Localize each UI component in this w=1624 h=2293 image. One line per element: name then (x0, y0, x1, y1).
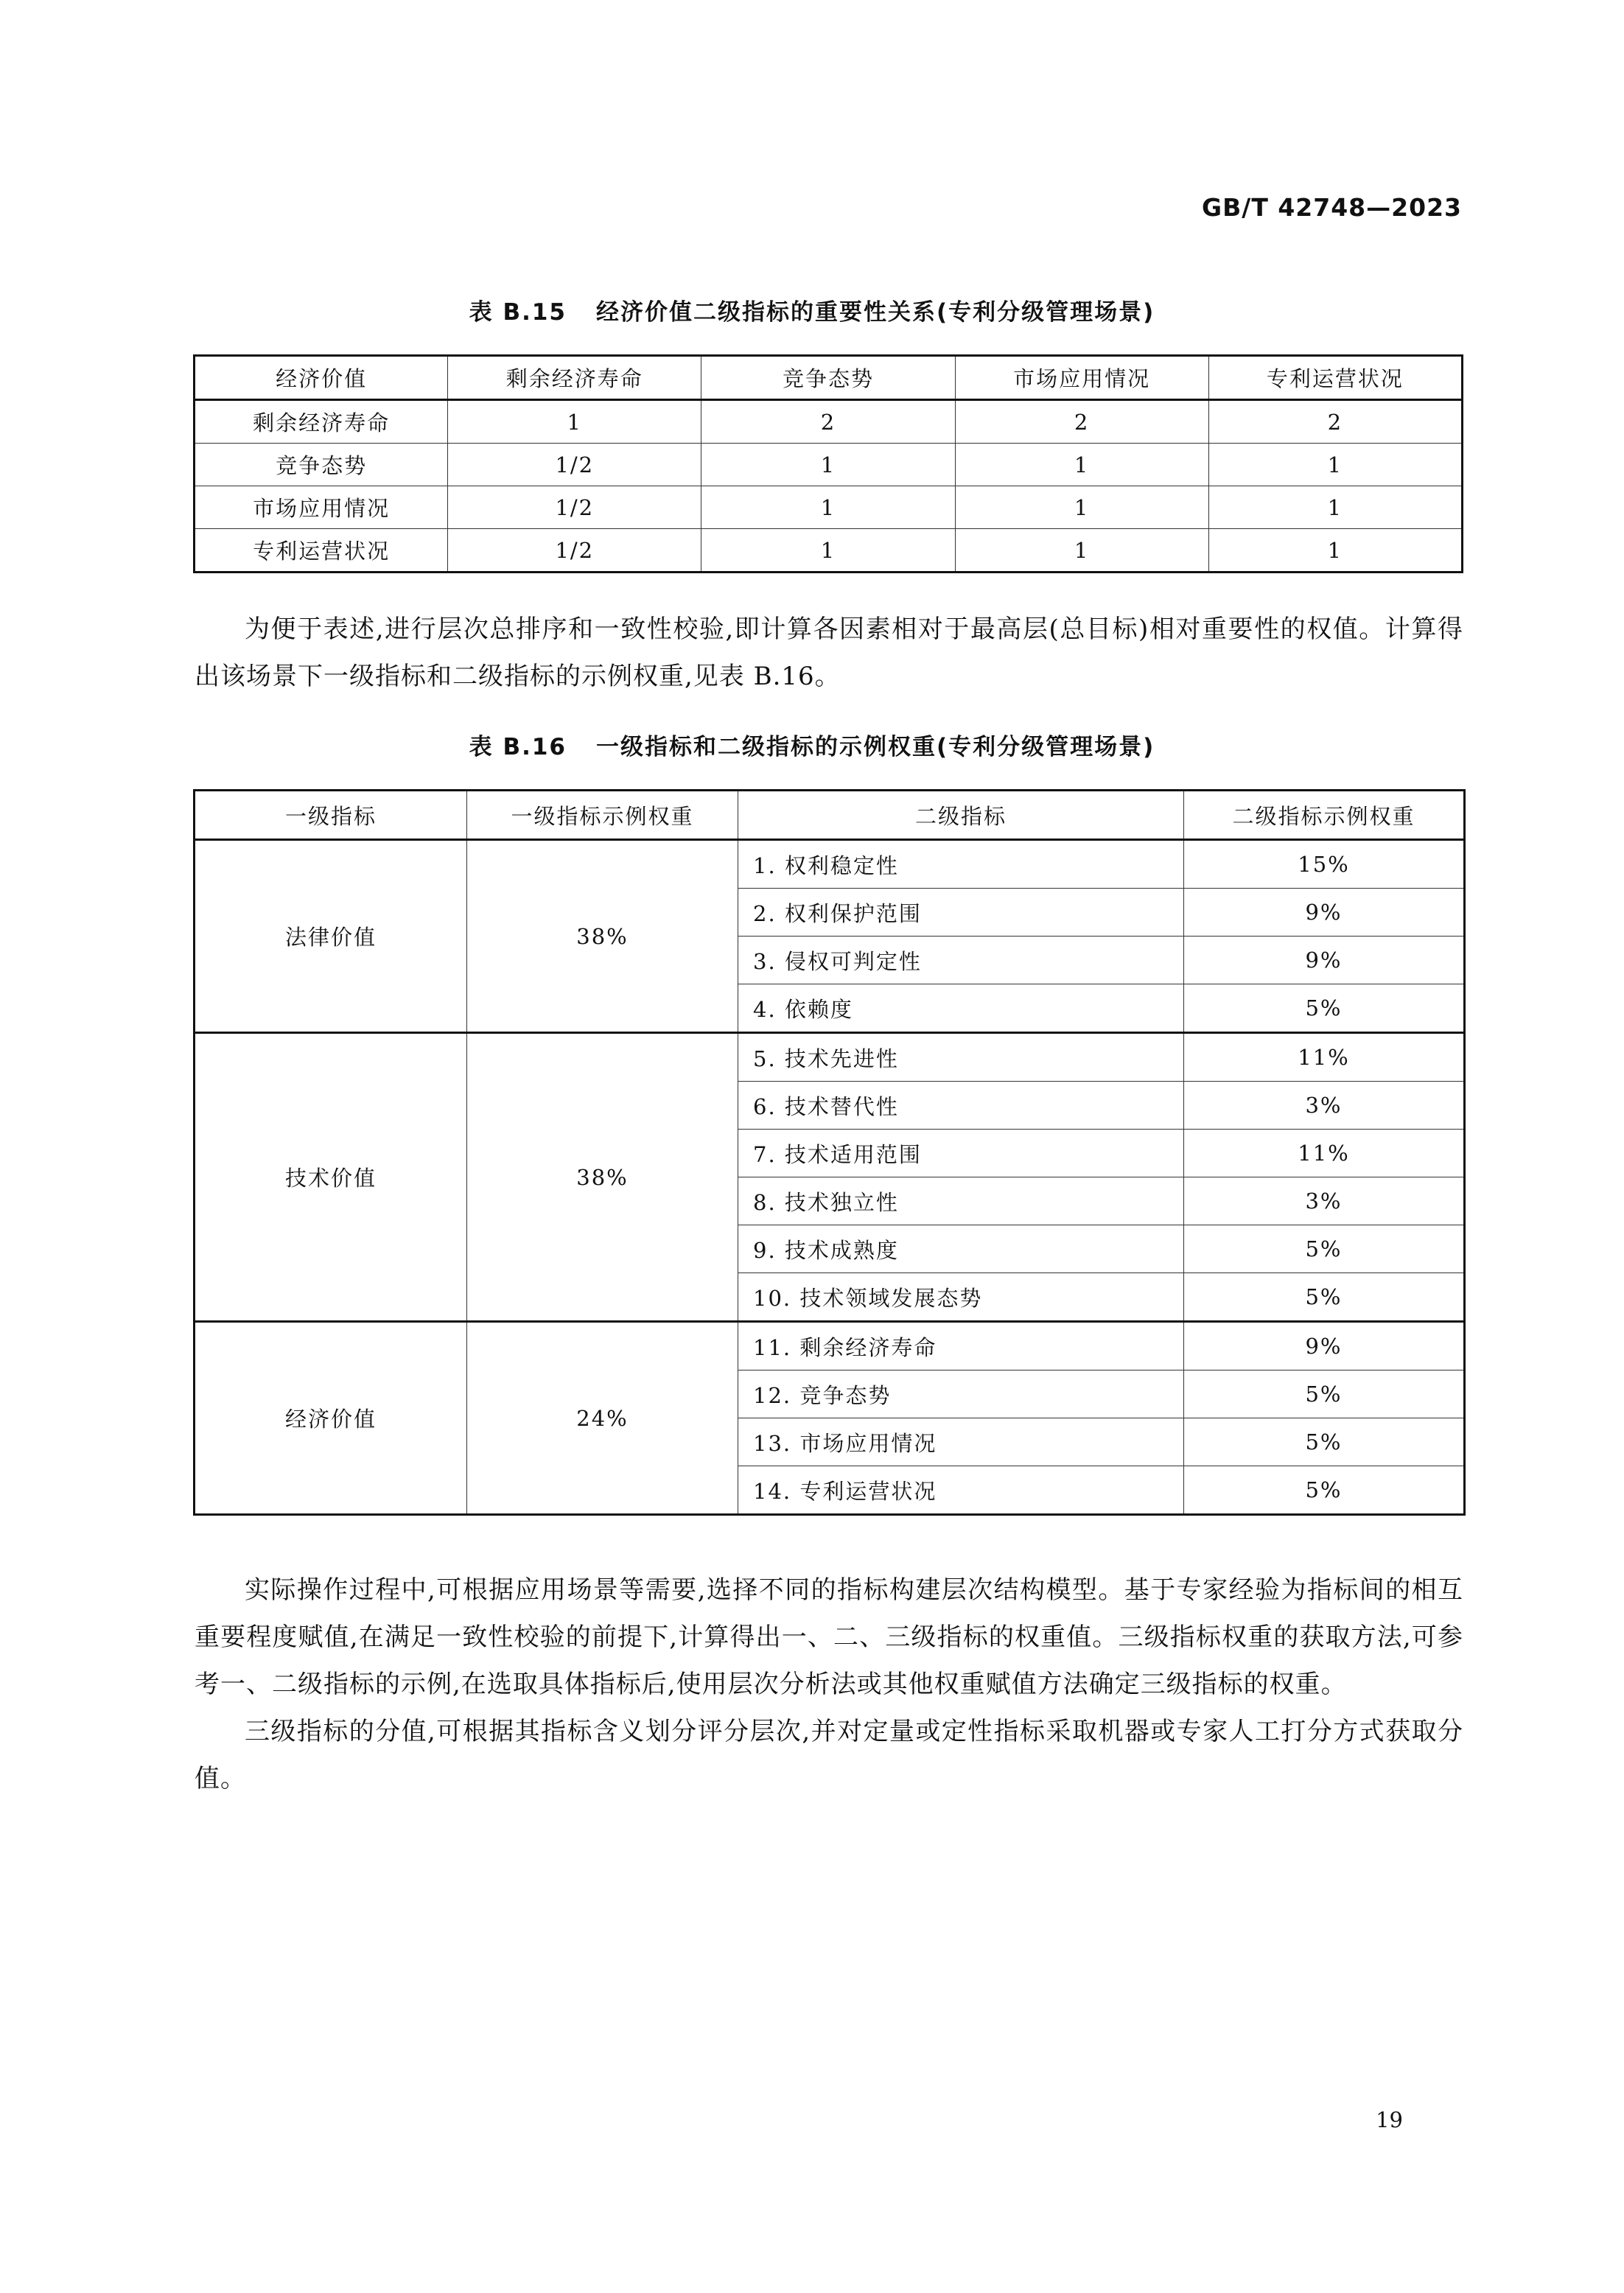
table-cell: 1 (701, 529, 955, 573)
level2-weight: 5% (1184, 1273, 1465, 1322)
table-b16-number: 表 B.16 (469, 734, 567, 760)
level1-weight: 38% (467, 840, 738, 1033)
level2-indicator: 5. 技术先进性 (738, 1033, 1184, 1082)
row-label: 专利运营状况 (195, 529, 448, 573)
level2-weight: 5% (1184, 984, 1465, 1033)
table-row (195, 444, 1463, 486)
table-cell: 1 (1208, 486, 1462, 529)
body-text (195, 1566, 1463, 1802)
level2-indicator: 6. 技术替代性 (738, 1082, 1184, 1130)
level2-indicator: 3. 侵权可判定性 (738, 937, 1184, 984)
table-cell: 2 (955, 400, 1208, 444)
row-label: 剩余经济寿命 (195, 400, 448, 444)
table-cell: 1/2 (448, 486, 701, 529)
table-cell: 1/2 (448, 529, 701, 573)
level2-weight: 9% (1184, 889, 1465, 937)
level2-weight: 5% (1184, 1225, 1465, 1273)
level2-indicator: 7. 技术适用范围 (738, 1130, 1184, 1177)
paragraph-weights-intro (195, 606, 1463, 700)
level2-indicator: 12. 竞争态势 (738, 1370, 1184, 1418)
level2-indicator: 13. 市场应用情况 (738, 1418, 1184, 1466)
table-b15-title: 经济价值二级指标的重要性关系(专利分级管理场景) (596, 299, 1155, 326)
column-header: 经济价值 (195, 356, 448, 400)
table-b15 (193, 354, 1463, 573)
table-cell: 1 (1208, 444, 1462, 486)
table-cell: 2 (1208, 400, 1462, 444)
level1-indicator: 法律价值 (195, 840, 467, 1033)
table-header-row (195, 791, 1465, 840)
level1-indicator: 经济价值 (195, 1322, 467, 1515)
table-row (195, 400, 1463, 444)
table-row (195, 486, 1463, 529)
table-b15-number: 表 B.15 (469, 299, 567, 326)
level2-weight: 9% (1184, 1322, 1465, 1370)
level2-indicator: 8. 技术独立性 (738, 1177, 1184, 1225)
level2-weight: 9% (1184, 937, 1465, 984)
level2-weight: 5% (1184, 1418, 1465, 1466)
level2-indicator: 11. 剩余经济寿命 (738, 1322, 1184, 1370)
column-header: 二级指标 (738, 791, 1184, 840)
column-header: 市场应用情况 (955, 356, 1208, 400)
table-cell: 1/2 (448, 444, 701, 486)
level2-weight: 11% (1184, 1033, 1465, 1082)
column-header: 一级指标示例权重 (467, 791, 738, 840)
level2-indicator: 10. 技术领域发展态势 (738, 1273, 1184, 1322)
column-header: 专利运营状况 (1208, 356, 1462, 400)
level2-indicator: 14. 专利运营状况 (738, 1466, 1184, 1515)
table-row (195, 529, 1463, 573)
column-header: 一级指标 (195, 791, 467, 840)
table-header-row (195, 356, 1463, 400)
level2-weight: 5% (1184, 1466, 1465, 1515)
level2-weight: 3% (1184, 1082, 1465, 1130)
table-cell: 2 (701, 400, 955, 444)
table-row (195, 1033, 1465, 1082)
table-cell: 1 (448, 400, 701, 444)
column-header: 二级指标示例权重 (1184, 791, 1465, 840)
level2-indicator: 9. 技术成熟度 (738, 1225, 1184, 1273)
level2-indicator: 4. 依赖度 (738, 984, 1184, 1033)
column-header: 剩余经济寿命 (448, 356, 701, 400)
level1-weight: 24% (467, 1322, 738, 1515)
level2-indicator: 1. 权利稳定性 (738, 840, 1184, 889)
paragraph-level3-scoring: 三级指标的分值,可根据其指标含义划分评分层次,并对定量或定性指标采取机器或专家人工打分方式获取分值。 (195, 1717, 1463, 1793)
table-cell: 1 (1208, 529, 1462, 573)
table-cell: 1 (955, 486, 1208, 529)
paragraph-text: 为便于表述,进行层次总排序和一致性校验,即计算各因素相对于最高层(总目标)相对重要性的权值。计算得出该场景下一级指标和二级指标的示例权重,见表 B.16。 (195, 615, 1463, 691)
table-cell: 1 (955, 444, 1208, 486)
level2-indicator: 2. 权利保护范围 (738, 889, 1184, 937)
level1-weight: 38% (467, 1033, 738, 1322)
level2-weight: 15% (1184, 840, 1465, 889)
standard-number: GB/T 42748—2023 (1202, 193, 1462, 222)
level2-weight: 11% (1184, 1130, 1465, 1177)
row-label: 竞争态势 (195, 444, 448, 486)
table-row (195, 840, 1465, 889)
page-number: 19 (1376, 2107, 1403, 2132)
level2-weight: 3% (1184, 1177, 1465, 1225)
table-cell: 1 (955, 529, 1208, 573)
table-b16 (193, 789, 1466, 1516)
level2-weight: 5% (1184, 1370, 1465, 1418)
table-b16-title: 一级指标和二级指标的示例权重(专利分级管理场景) (596, 734, 1155, 760)
table-cell: 1 (701, 444, 955, 486)
table-cell: 1 (701, 486, 955, 529)
paragraph-model-construction: 实际操作过程中,可根据应用场景等需要,选择不同的指标构建层次结构模型。基于专家经验为指标间的相互重要程度赋值,在满足一致性校验的前提下,计算得出一、二、三级指标的权重值。三级指标权重的获取方法,可参考一、二级指标的示例,在选取具体指标后,使用层次分析法或其他权重赋值方法确定三级指标的权重。 (195, 1575, 1463, 1699)
level1-indicator: 技术价值 (195, 1033, 467, 1322)
column-header: 竞争态势 (701, 356, 955, 400)
row-label: 市场应用情况 (195, 486, 448, 529)
table-b16-caption (0, 728, 1624, 761)
table-b15-caption (0, 293, 1624, 326)
table-row (195, 1322, 1465, 1370)
